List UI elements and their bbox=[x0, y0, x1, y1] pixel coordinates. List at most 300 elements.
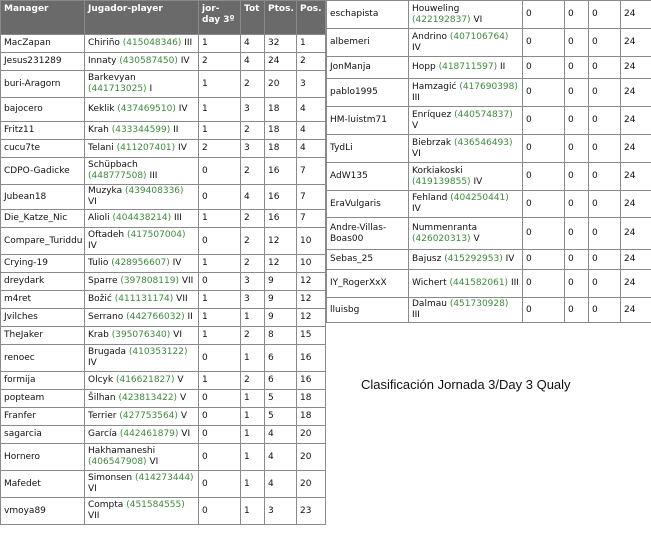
tot-cell: 3 bbox=[241, 98, 265, 122]
tot-cell: 2 bbox=[241, 158, 265, 185]
table-row bbox=[1, 444, 326, 471]
player-cell bbox=[85, 345, 199, 372]
ptos-cell: 0 bbox=[589, 57, 621, 79]
player-cell bbox=[85, 71, 199, 98]
player-id-link[interactable]: (440574837) bbox=[454, 109, 513, 120]
player-cell bbox=[85, 444, 199, 471]
player-id-link[interactable]: (442461879) bbox=[119, 429, 179, 439]
player-id-link[interactable]: (442766032) bbox=[126, 312, 185, 322]
manager-cell: Mafedet bbox=[1, 471, 85, 498]
table-row bbox=[1, 345, 326, 372]
player-cell bbox=[85, 210, 199, 228]
player-id-link[interactable]: (397808119) bbox=[120, 276, 179, 286]
tot-cell: 3 bbox=[241, 291, 265, 309]
tot-cell: 1 bbox=[241, 408, 265, 426]
manager-cell: Jesus231289 bbox=[1, 53, 85, 71]
jorday-cell: 1 bbox=[199, 255, 241, 273]
player-id-link[interactable]: (426020313) bbox=[412, 233, 471, 244]
player-name: Krah bbox=[88, 125, 109, 135]
pos-cell: 24 bbox=[621, 191, 651, 218]
player-rank: IV bbox=[178, 143, 187, 153]
ptos-cell: 18 bbox=[265, 140, 297, 158]
table-row bbox=[1, 35, 326, 53]
pos-cell: 20 bbox=[297, 444, 326, 471]
player-name: Innaty bbox=[88, 56, 117, 66]
manager-cell: popteam bbox=[1, 390, 85, 408]
manager-cell: TydLi bbox=[327, 135, 409, 163]
ptos-cell: 32 bbox=[265, 35, 297, 53]
pos-cell: 24 bbox=[621, 29, 651, 57]
player-id-link[interactable]: (411207401) bbox=[116, 143, 176, 153]
player-id-link[interactable]: (416621827) bbox=[115, 375, 175, 385]
pos-cell: 12 bbox=[297, 309, 326, 327]
player-id-link[interactable]: (436546493) bbox=[453, 137, 513, 148]
player-cell bbox=[409, 57, 523, 79]
player-name: Nummenranta bbox=[412, 222, 478, 233]
pos-cell: 7 bbox=[297, 210, 326, 228]
table-row bbox=[327, 298, 651, 323]
pos-cell: 20 bbox=[297, 426, 326, 444]
table-row bbox=[1, 273, 326, 291]
player-id-link[interactable]: (423813422) bbox=[118, 393, 178, 403]
jorday-cell: 1 bbox=[199, 327, 241, 345]
ptos-cell: 9 bbox=[265, 273, 297, 291]
player-name: Sparre bbox=[88, 276, 118, 286]
tot-cell: 0 bbox=[565, 250, 589, 270]
player-name: Brugada bbox=[88, 347, 127, 357]
player-id-link[interactable]: (422192837) bbox=[412, 14, 471, 25]
manager-cell: Die_Katze_Nic bbox=[1, 210, 85, 228]
player-cell bbox=[85, 390, 199, 408]
manager-cell: formija bbox=[1, 372, 85, 390]
standings-caption: Clasificación Jornada 3/Day 3 Qualy bbox=[361, 377, 571, 392]
player-cell bbox=[409, 135, 523, 163]
tot-cell: 2 bbox=[241, 228, 265, 255]
pos-cell: 7 bbox=[297, 185, 326, 210]
player-rank: V bbox=[412, 120, 419, 131]
table-row bbox=[1, 140, 326, 158]
manager-cell: MacZapan bbox=[1, 35, 85, 53]
pos-cell: 7 bbox=[297, 158, 326, 185]
player-name: Andrino bbox=[412, 31, 447, 42]
player-id-link[interactable]: (411131174) bbox=[114, 294, 174, 304]
tot-cell: 3 bbox=[241, 273, 265, 291]
pos-cell: 23 bbox=[297, 498, 326, 525]
standings-table-left bbox=[0, 0, 326, 525]
player-name: Šilhan bbox=[88, 393, 116, 403]
jorday-cell: 0 bbox=[523, 1, 565, 29]
table-row bbox=[1, 98, 326, 122]
player-id-link[interactable]: (433344599) bbox=[111, 125, 171, 135]
player-id-link[interactable]: (406547908) bbox=[88, 457, 147, 467]
header-jorday: jor-day 3º bbox=[199, 1, 241, 35]
tot-cell: 2 bbox=[241, 210, 265, 228]
manager-cell: Fritz11 bbox=[1, 122, 85, 140]
tot-cell: 1 bbox=[241, 345, 265, 372]
player-rank: VI bbox=[473, 14, 483, 25]
player-name: Dalmau bbox=[412, 299, 447, 309]
ptos-cell: 0 bbox=[589, 79, 621, 107]
manager-cell: Jvilches bbox=[1, 309, 85, 327]
pos-cell: 24 bbox=[621, 135, 651, 163]
player-cell bbox=[85, 273, 199, 291]
player-cell bbox=[85, 498, 199, 525]
player-rank: II bbox=[500, 62, 506, 72]
tot-cell: 0 bbox=[565, 298, 589, 323]
pos-cell: 24 bbox=[621, 218, 651, 250]
player-id-link[interactable]: (451730928) bbox=[449, 299, 509, 309]
player-id-link[interactable]: (430587450) bbox=[119, 56, 178, 66]
player-cell bbox=[409, 270, 523, 298]
player-rank: VII bbox=[176, 294, 188, 304]
player-cell bbox=[85, 408, 199, 426]
table-row bbox=[327, 270, 651, 298]
player-id-link[interactable]: (437469510) bbox=[117, 104, 176, 114]
player-cell bbox=[85, 291, 199, 309]
table-row bbox=[1, 255, 326, 273]
player-name: Tulio bbox=[88, 258, 109, 268]
ptos-cell: 8 bbox=[265, 327, 297, 345]
player-id-link[interactable]: (414273444) bbox=[135, 473, 194, 483]
manager-cell: Andre-Villas-Boas00 bbox=[327, 218, 409, 250]
player-rank: IV bbox=[172, 258, 182, 268]
jorday-cell: 0 bbox=[199, 444, 241, 471]
player-name: Olcyk bbox=[88, 375, 114, 385]
jorday-cell: 0 bbox=[199, 228, 241, 255]
player-cell bbox=[409, 163, 523, 191]
jorday-cell: 1 bbox=[199, 309, 241, 327]
player-name: Schüpbach bbox=[88, 160, 138, 170]
jorday-cell: 2 bbox=[199, 53, 241, 71]
manager-cell: Franfer bbox=[1, 408, 85, 426]
player-rank: V bbox=[179, 393, 187, 403]
jorday-cell: 0 bbox=[523, 79, 565, 107]
ptos-cell: 5 bbox=[265, 408, 297, 426]
player-name: Enríquez bbox=[412, 109, 452, 120]
player-id-link[interactable]: (415048346) bbox=[122, 38, 182, 48]
tot-cell: 3 bbox=[241, 140, 265, 158]
player-name: Hopp bbox=[412, 62, 436, 72]
pos-cell: 3 bbox=[297, 71, 326, 98]
player-rank: VII bbox=[181, 276, 194, 286]
jorday-cell: 0 bbox=[523, 57, 565, 79]
ptos-cell: 5 bbox=[265, 390, 297, 408]
player-id-link[interactable]: (404438214) bbox=[112, 213, 172, 223]
jorday-cell: 0 bbox=[199, 426, 241, 444]
player-rank: III bbox=[149, 171, 158, 181]
player-cell bbox=[85, 158, 199, 185]
table-row bbox=[1, 53, 326, 71]
table-row bbox=[327, 107, 651, 135]
ptos-cell: 0 bbox=[589, 1, 621, 29]
jorday-cell: 0 bbox=[523, 163, 565, 191]
tot-cell: 1 bbox=[241, 309, 265, 327]
player-cell bbox=[85, 426, 199, 444]
ptos-cell: 3 bbox=[265, 498, 297, 525]
player-rank: IV bbox=[412, 204, 421, 214]
table-row bbox=[327, 191, 651, 218]
pos-cell: 24 bbox=[621, 270, 651, 298]
player-name: Hakhamaneshi bbox=[88, 446, 156, 456]
player-rank: III bbox=[173, 213, 182, 223]
ptos-cell: 24 bbox=[265, 53, 297, 71]
table-row bbox=[1, 291, 326, 309]
jorday-cell: 1 bbox=[199, 122, 241, 140]
player-id-link[interactable]: (439408336) bbox=[124, 186, 184, 196]
player-rank: III bbox=[412, 310, 420, 320]
player-id-link[interactable]: (428956607) bbox=[111, 258, 170, 268]
ptos-cell: 0 bbox=[589, 107, 621, 135]
player-id-link[interactable]: (395076340) bbox=[111, 330, 171, 340]
player-cell bbox=[85, 35, 199, 53]
table-row bbox=[1, 390, 326, 408]
tot-cell: 4 bbox=[241, 185, 265, 210]
manager-cell: EraVulgaris bbox=[327, 191, 409, 218]
player-rank: VI bbox=[181, 429, 191, 439]
player-name: Serrano bbox=[88, 312, 124, 322]
header-tot: Tot bbox=[241, 1, 265, 35]
jorday-cell: 0 bbox=[199, 185, 241, 210]
manager-cell: bajocero bbox=[1, 98, 85, 122]
player-name: Oftadeh bbox=[88, 230, 125, 240]
manager-cell: AdW135 bbox=[327, 163, 409, 191]
player-name: Barkevyan bbox=[88, 73, 136, 83]
player-rank: V bbox=[177, 375, 184, 385]
player-id-link[interactable]: (407106764) bbox=[449, 31, 509, 42]
manager-cell: Crying-19 bbox=[1, 255, 85, 273]
tot-cell: 1 bbox=[241, 471, 265, 498]
tot-cell: 0 bbox=[565, 57, 589, 79]
pos-cell: 4 bbox=[297, 122, 326, 140]
player-rank: VI bbox=[88, 484, 97, 494]
jorday-cell: 0 bbox=[523, 270, 565, 298]
player-cell bbox=[409, 79, 523, 107]
ptos-cell: 18 bbox=[265, 122, 297, 140]
table-row bbox=[1, 372, 326, 390]
player-cell bbox=[85, 255, 199, 273]
player-id-link[interactable]: (451584555) bbox=[126, 500, 185, 510]
pos-cell: 10 bbox=[297, 255, 326, 273]
player-id-link[interactable]: (410353122) bbox=[128, 347, 188, 357]
pos-cell: 24 bbox=[621, 298, 651, 323]
player-rank: V bbox=[180, 411, 187, 421]
tot-cell: 4 bbox=[241, 53, 265, 71]
jorday-cell: 1 bbox=[199, 372, 241, 390]
player-name: Wichert bbox=[412, 278, 447, 288]
jorday-cell: 1 bbox=[199, 98, 241, 122]
player-rank: I bbox=[149, 84, 153, 94]
player-id-link[interactable]: (417507004) bbox=[126, 230, 186, 240]
table-row bbox=[1, 71, 326, 98]
table-row bbox=[1, 327, 326, 345]
table-header-row bbox=[1, 1, 326, 35]
table-row bbox=[1, 228, 326, 255]
player-name: García bbox=[88, 429, 117, 439]
player-cell bbox=[409, 1, 523, 29]
ptos-cell: 0 bbox=[589, 29, 621, 57]
table-row bbox=[1, 158, 326, 185]
player-rank: IV bbox=[412, 42, 421, 53]
ptos-cell: 20 bbox=[265, 71, 297, 98]
player-name: Chiriño bbox=[88, 38, 120, 48]
pos-cell: 16 bbox=[297, 345, 326, 372]
player-name: Bajusz bbox=[412, 254, 442, 264]
tot-cell: 1 bbox=[241, 426, 265, 444]
manager-cell: albemeri bbox=[327, 29, 409, 57]
player-rank: IV bbox=[88, 241, 97, 251]
player-name: Keklik bbox=[88, 104, 115, 114]
player-rank: IV bbox=[180, 56, 190, 66]
ptos-cell: 4 bbox=[265, 444, 297, 471]
player-id-link[interactable]: (418711597) bbox=[438, 62, 498, 72]
ptos-cell: 0 bbox=[589, 218, 621, 250]
manager-cell: m4ret bbox=[1, 291, 85, 309]
ptos-cell: 16 bbox=[265, 185, 297, 210]
ptos-cell: 4 bbox=[265, 471, 297, 498]
table-row bbox=[327, 218, 651, 250]
ptos-cell: 0 bbox=[589, 135, 621, 163]
table-row bbox=[1, 122, 326, 140]
player-name: Hamzagić bbox=[412, 81, 457, 92]
manager-cell: HM-luistm71 bbox=[327, 107, 409, 135]
jorday-cell: 1 bbox=[199, 291, 241, 309]
jorday-cell: 0 bbox=[523, 250, 565, 270]
player-cell bbox=[409, 191, 523, 218]
player-id-link[interactable]: (404250441) bbox=[450, 193, 509, 203]
table-row bbox=[327, 57, 651, 79]
pos-cell: 2 bbox=[297, 53, 326, 71]
player-rank: VI bbox=[412, 148, 421, 159]
player-id-link[interactable]: (419139855) bbox=[412, 176, 471, 187]
player-rank: III bbox=[510, 278, 519, 288]
player-id-link[interactable]: (441713025) bbox=[88, 84, 147, 94]
player-cell bbox=[409, 107, 523, 135]
standings-table-right bbox=[326, 0, 651, 323]
jorday-cell: 0 bbox=[199, 408, 241, 426]
manager-cell: Jubean18 bbox=[1, 185, 85, 210]
ptos-cell: 9 bbox=[265, 309, 297, 327]
manager-cell: lluisbg bbox=[327, 298, 409, 323]
pos-cell: 20 bbox=[297, 471, 326, 498]
table-row bbox=[327, 1, 651, 29]
manager-cell: eschapista bbox=[327, 1, 409, 29]
tot-cell: 2 bbox=[241, 71, 265, 98]
header-player: Jugador-player bbox=[85, 1, 199, 35]
table-row bbox=[327, 135, 651, 163]
pos-cell: 18 bbox=[297, 408, 326, 426]
player-rank: III bbox=[412, 92, 420, 103]
player-name: Telani bbox=[88, 143, 114, 153]
tot-cell: 0 bbox=[565, 191, 589, 218]
ptos-cell: 16 bbox=[265, 210, 297, 228]
pos-cell: 24 bbox=[621, 57, 651, 79]
manager-cell: JonManja bbox=[327, 57, 409, 79]
manager-cell: sagarcia bbox=[1, 426, 85, 444]
tot-cell: 0 bbox=[565, 29, 589, 57]
pos-cell: 4 bbox=[297, 140, 326, 158]
tot-cell: 1 bbox=[241, 390, 265, 408]
pos-cell: 24 bbox=[621, 163, 651, 191]
player-cell bbox=[85, 98, 199, 122]
ptos-cell: 0 bbox=[589, 250, 621, 270]
player-rank: VI bbox=[149, 457, 159, 467]
pos-cell: 24 bbox=[621, 107, 651, 135]
manager-cell: CDPO-Gadicke bbox=[1, 158, 85, 185]
pos-cell: 12 bbox=[297, 273, 326, 291]
jorday-cell: 1 bbox=[199, 71, 241, 98]
player-rank: II bbox=[173, 125, 179, 135]
player-rank: III bbox=[184, 38, 193, 48]
table-row bbox=[1, 185, 326, 210]
manager-cell: pablo1995 bbox=[327, 79, 409, 107]
manager-cell: cucu7te bbox=[1, 140, 85, 158]
pos-cell: 4 bbox=[297, 98, 326, 122]
player-rank: IV bbox=[88, 358, 97, 368]
player-id-link[interactable]: (448777508) bbox=[88, 171, 147, 181]
player-rank: VI bbox=[173, 330, 182, 340]
player-cell bbox=[85, 327, 199, 345]
table-row bbox=[327, 29, 651, 57]
ptos-cell: 4 bbox=[265, 426, 297, 444]
pos-cell: 15 bbox=[297, 327, 326, 345]
table-row bbox=[1, 408, 326, 426]
table-row bbox=[1, 210, 326, 228]
player-cell bbox=[85, 185, 199, 210]
player-rank: VI bbox=[88, 197, 97, 207]
table-row bbox=[1, 426, 326, 444]
tot-cell: 2 bbox=[241, 327, 265, 345]
jorday-cell: 0 bbox=[523, 191, 565, 218]
pos-cell: 18 bbox=[297, 390, 326, 408]
player-name: Božić bbox=[88, 294, 112, 304]
manager-cell: dreydark bbox=[1, 273, 85, 291]
player-id-link[interactable]: (417690398) bbox=[459, 81, 518, 92]
manager-cell: IY_RogerXxX bbox=[327, 270, 409, 298]
player-rank: IV bbox=[505, 254, 515, 264]
jorday-cell: 0 bbox=[199, 498, 241, 525]
ptos-cell: 0 bbox=[589, 270, 621, 298]
player-id-link[interactable]: (415292953) bbox=[444, 254, 503, 264]
player-id-link[interactable]: (441582061) bbox=[449, 278, 509, 288]
pos-cell: 12 bbox=[297, 291, 326, 309]
pos-cell: 24 bbox=[621, 250, 651, 270]
manager-cell: TheJaker bbox=[1, 327, 85, 345]
tot-cell: 1 bbox=[241, 498, 265, 525]
ptos-cell: 0 bbox=[589, 298, 621, 323]
table-row bbox=[327, 163, 651, 191]
pos-cell: 16 bbox=[297, 372, 326, 390]
tot-cell: 0 bbox=[565, 135, 589, 163]
pos-cell: 1 bbox=[297, 35, 326, 53]
manager-cell: vmoya89 bbox=[1, 498, 85, 525]
player-name: Terrier bbox=[88, 411, 117, 421]
tot-cell: 2 bbox=[241, 122, 265, 140]
player-id-link[interactable]: (427753564) bbox=[119, 411, 178, 421]
player-cell bbox=[85, 309, 199, 327]
player-cell bbox=[85, 53, 199, 71]
player-cell bbox=[409, 250, 523, 270]
jorday-cell: 0 bbox=[199, 390, 241, 408]
ptos-cell: 16 bbox=[265, 158, 297, 185]
jorday-cell: 1 bbox=[199, 210, 241, 228]
header-ptos: Ptos. bbox=[265, 1, 297, 35]
manager-cell: Sebas_25 bbox=[327, 250, 409, 270]
manager-cell: Hornero bbox=[1, 444, 85, 471]
pos-cell: 24 bbox=[621, 1, 651, 29]
player-rank: V bbox=[473, 233, 480, 244]
player-cell bbox=[85, 471, 199, 498]
player-cell bbox=[85, 372, 199, 390]
